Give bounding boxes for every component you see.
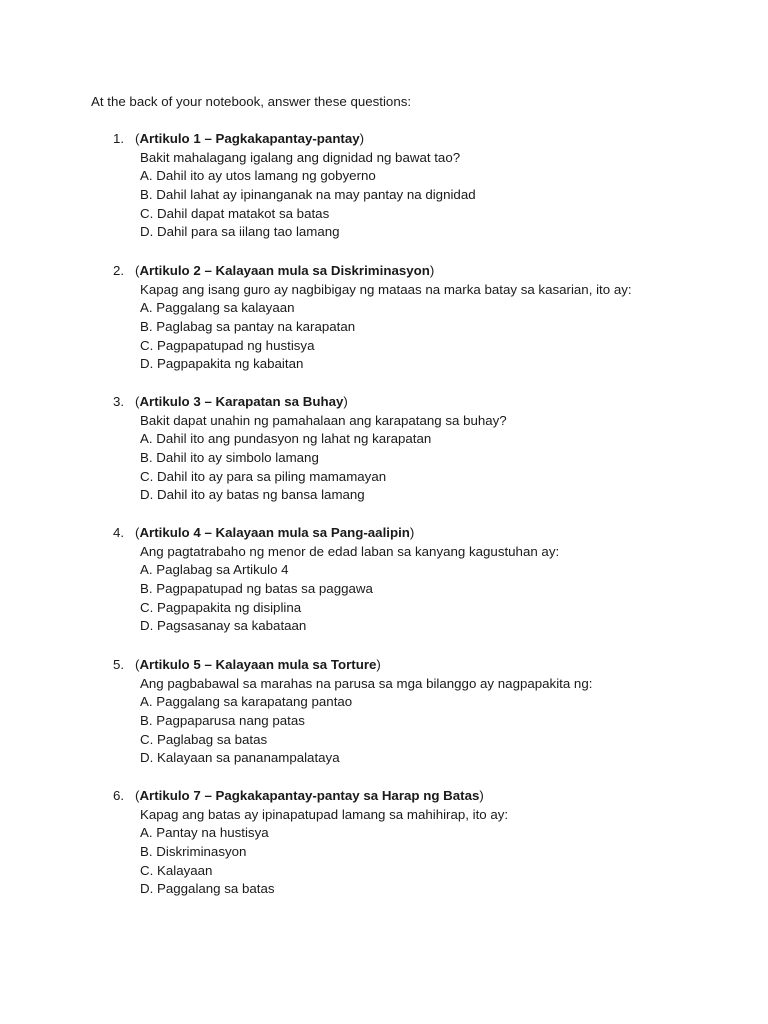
answer-option: D. Pagsasanay sa kabataan <box>140 618 307 634</box>
question-title-text: Artikulo 3 – Karapatan sa Buhay <box>139 394 344 409</box>
question-prompt: Kapag ang batas ay ipinapatupad lamang sa mahihirap, ito ay: <box>140 806 509 822</box>
answer-option: D. Pagpapakita ng kabaitan <box>140 356 304 372</box>
question-body <box>140 806 508 899</box>
question-prompt: Bakit dapat unahin ng pamahalaan ang karapatang sa buhay? <box>140 412 507 428</box>
answer-option: C. Pagpapakita ng disiplina <box>140 599 302 615</box>
answer-option: D. Dahil ito ay batas ng bansa lamang <box>140 487 365 503</box>
question-body <box>140 675 592 768</box>
answer-option: A. Dahil ito ay utos lamang ng gobyerno <box>140 168 376 184</box>
answer-option: C. Pagpapatupad ng hustisya <box>140 337 315 353</box>
question-number: 4. <box>113 525 125 540</box>
question-title-text: Artikulo 4 – Kalayaan mula sa Pang-aalipin <box>139 525 410 540</box>
answer-option: A. Paglabag sa Artikulo 4 <box>140 562 289 578</box>
question-body <box>140 149 476 242</box>
question-title-text: Artikulo 1 – Pagkakapantay-pantay <box>139 131 360 146</box>
question-title-text: Artikulo 5 – Kalayaan mula sa Torture <box>139 657 377 672</box>
question-title-text: Artikulo 7 – Pagkakapantay-pantay sa Harap ng Batas <box>139 788 480 803</box>
answer-option: B. Dahil ito ay simbolo lamang <box>140 450 319 466</box>
question-title: (Artikulo 4 – Kalayaan mula sa Pang-aalipin) <box>135 525 415 540</box>
question-title: (Artikulo 3 – Karapatan sa Buhay) <box>135 394 348 409</box>
answer-option: D. Kalayaan sa pananampalataya <box>140 750 340 766</box>
question-body <box>140 543 559 636</box>
answer-option: B. Dahil lahat ay ipinanganak na may pantay na dignidad <box>140 187 476 203</box>
answer-option: B. Diskriminasyon <box>140 844 247 860</box>
question-title: (Artikulo 2 – Kalayaan mula sa Diskriminasyon) <box>135 263 435 278</box>
question-body <box>140 281 632 374</box>
question-number: 5. <box>113 657 125 672</box>
answer-option: B. Paglabag sa pantay na karapatan <box>140 319 356 335</box>
answer-option: C. Paglabag sa batas <box>140 731 268 747</box>
question-title: (Artikulo 5 – Kalayaan mula sa Torture) <box>135 657 381 672</box>
answer-option: A. Paggalang sa kalayaan <box>140 300 295 316</box>
question-body <box>140 412 507 505</box>
instruction-text: At the back of your notebook, answer these questions: <box>91 94 412 109</box>
question-number: 3. <box>113 394 125 409</box>
question-number: 1. <box>113 131 125 146</box>
answer-option: D. Paggalang sa batas <box>140 881 275 897</box>
question-number: 2. <box>113 263 125 278</box>
question-title: (Artikulo 1 – Pagkakapantay-pantay) <box>135 131 365 146</box>
answer-option: A. Paggalang sa karapatang pantao <box>140 694 353 710</box>
answer-option: C. Dahil dapat matakot sa batas <box>140 205 330 221</box>
question-title-text: Artikulo 2 – Kalayaan mula sa Diskriminasyon <box>139 263 430 278</box>
question-prompt: Bakit mahalagang igalang ang dignidad ng bawat tao? <box>140 149 461 165</box>
answer-option: B. Pagpapatupad ng batas sa paggawa <box>140 581 373 597</box>
answer-option: A. Pantay na hustisya <box>140 825 269 841</box>
answer-option: D. Dahil para sa iilang tao lamang <box>140 224 340 240</box>
answer-option: C. Dahil ito ay para sa piling mamamayan <box>140 468 387 484</box>
question-prompt: Kapag ang isang guro ay nagbibigay ng mataas na marka batay sa kasarian, ito ay: <box>140 281 632 297</box>
question-prompt: Ang pagtatrabaho ng menor de edad laban sa kanyang kagustuhan ay: <box>140 543 560 559</box>
answer-option: C. Kalayaan <box>140 862 213 878</box>
answer-option: A. Dahil ito ang pundasyon ng lahat ng karapatan <box>140 431 432 447</box>
question-title: (Artikulo 7 – Pagkakapantay-pantay sa Harap ng Batas) <box>135 788 484 803</box>
question-prompt: Ang pagbabawal sa marahas na parusa sa mga bilanggo ay nagpapakita ng: <box>140 675 593 691</box>
question-number: 6. <box>113 788 125 803</box>
answer-option: B. Pagpaparusa nang patas <box>140 713 305 729</box>
